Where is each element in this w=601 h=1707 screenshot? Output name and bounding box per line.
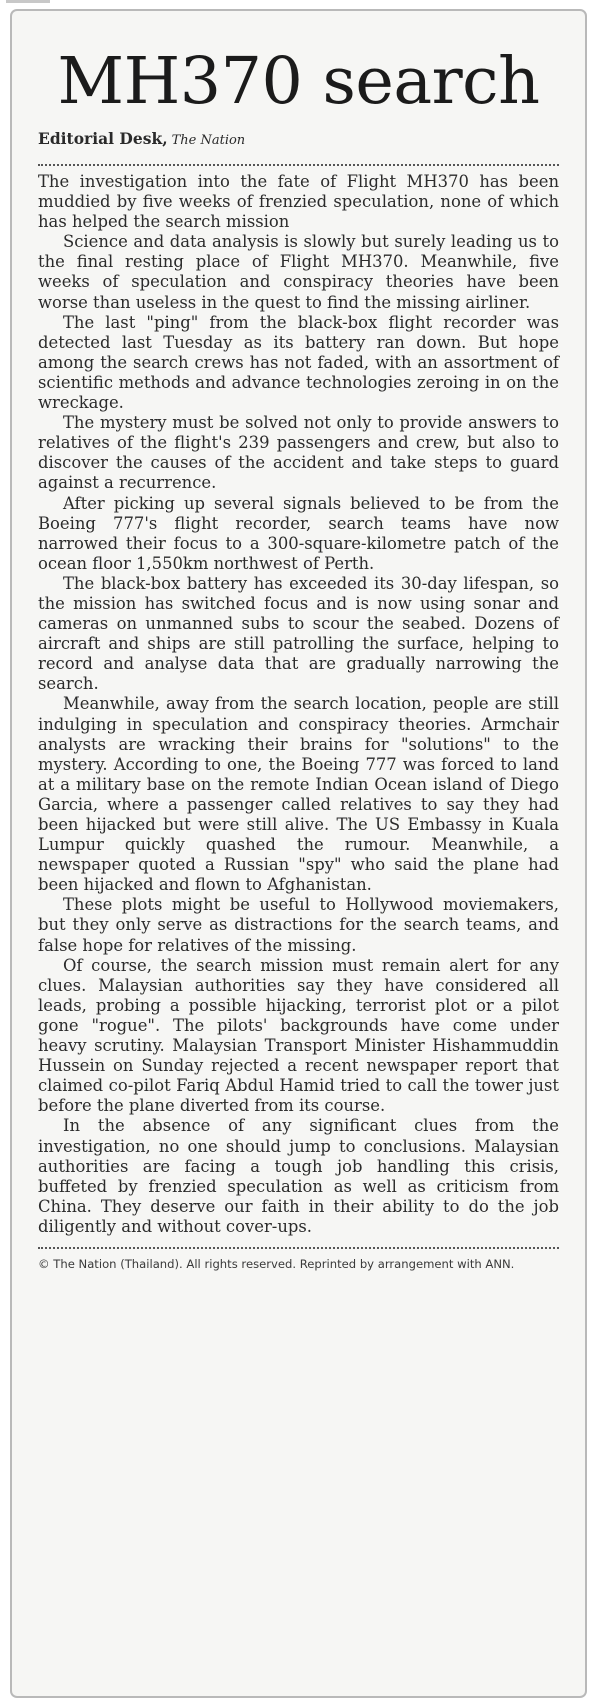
body-paragraph: Science and data analysis is slowly but surely leading us to the final resting place of Flight MH370. Meanwhile, five weeks of speculation and conspiracy theories have been worse than useless in the quest to find the missing airliner. [38, 232, 559, 312]
headline: MH370 search [57, 44, 540, 119]
body-paragraph: These plots might be useful to Hollywood moviemakers, but they only serve as distractions for the search teams, and false hope for relatives of the missing. [38, 895, 559, 955]
article-frame [10, 9, 587, 1698]
body-paragraph: In the absence of any significant clues from the investigation, no one should jump to conclusions. Malaysian authorities are facing a tough job handling this crisis, buffeted by frenzied speculation as well as criticism from China. They deserve our faith in their ability to do the job diligently and without cover-ups. [38, 1116, 559, 1236]
body-paragraph: Of course, the search mission must remain alert for any clues. Malaysian authorities say they have considered all leads, probing a possible hijacking, terrorist plot or a pilot gone "rogue". The pilots' backgrounds have come under heavy scrutiny. Malaysian Transport Minister Hishammuddin Hussein on Sunday rejected a recent newspaper report that claimed co-pilot Fariq Abdul Hamid tried to call the tower just before the plane diverted from its course. [38, 955, 559, 1116]
dotted-divider-top [38, 164, 559, 166]
copyright-credit: © The Nation (Thailand). All rights reserved. Reprinted by arrangement with ANN. [38, 1256, 515, 1271]
byline [38, 129, 559, 151]
body-paragraph: The mystery must be solved not only to provide answers to relatives of the flight's 239 passengers and crew, but also to discover the causes of the accident and take steps to guard against a recurrence. [38, 413, 559, 493]
article-body [38, 172, 559, 1237]
page-edge-mark [6, 0, 50, 3]
byline-desk: Editorial Desk, [38, 129, 168, 148]
lead-paragraph: The investigation into the fate of Flight MH370 has been muddied by five weeks of frenzied speculation, none of which has helped the search mission [38, 172, 559, 232]
body-paragraph: Meanwhile, away from the search location, people are still indulging in speculation and conspiracy theories. Armchair analysts are wracking their brains for "solutions" to the mystery. According to one, the Boeing 777 was forced to land at a military base on the remote Indian Ocean island of Diego Garcia, where a passenger called relatives to say they had been hijacked but were still alive. The US Embassy in Kuala Lumpur quickly quashed the rumour. Meanwhile, a newspaper quoted a Russian "spy" who said the plane had been hijacked and flown to Afghanistan. [38, 694, 559, 895]
byline-publication: The Nation [171, 133, 246, 148]
dotted-divider-bottom [38, 1247, 559, 1249]
body-paragraph: The black-box battery has exceeded its 30-day lifespan, so the mission has switched focus and is now using sonar and cameras on unmanned subs to scour the seabed. Dozens of aircraft and ships are still patrolling the surface, helping to record and analyse data that are gradually narrowing the search. [38, 573, 559, 694]
body-paragraph: The last "ping" from the black-box flight recorder was detected last Tuesday as its battery ran down. But hope among the search crews has not faded, with an assortment of scientific methods and advance technologies zeroing in on the wreckage. [38, 312, 559, 413]
body-paragraph: After picking up several signals believed to be from the Boeing 777's flight recorder, search teams have now narrowed their focus to a 300-square-kilometre patch of the ocean floor 1,550km northwest of Perth. [38, 493, 559, 573]
